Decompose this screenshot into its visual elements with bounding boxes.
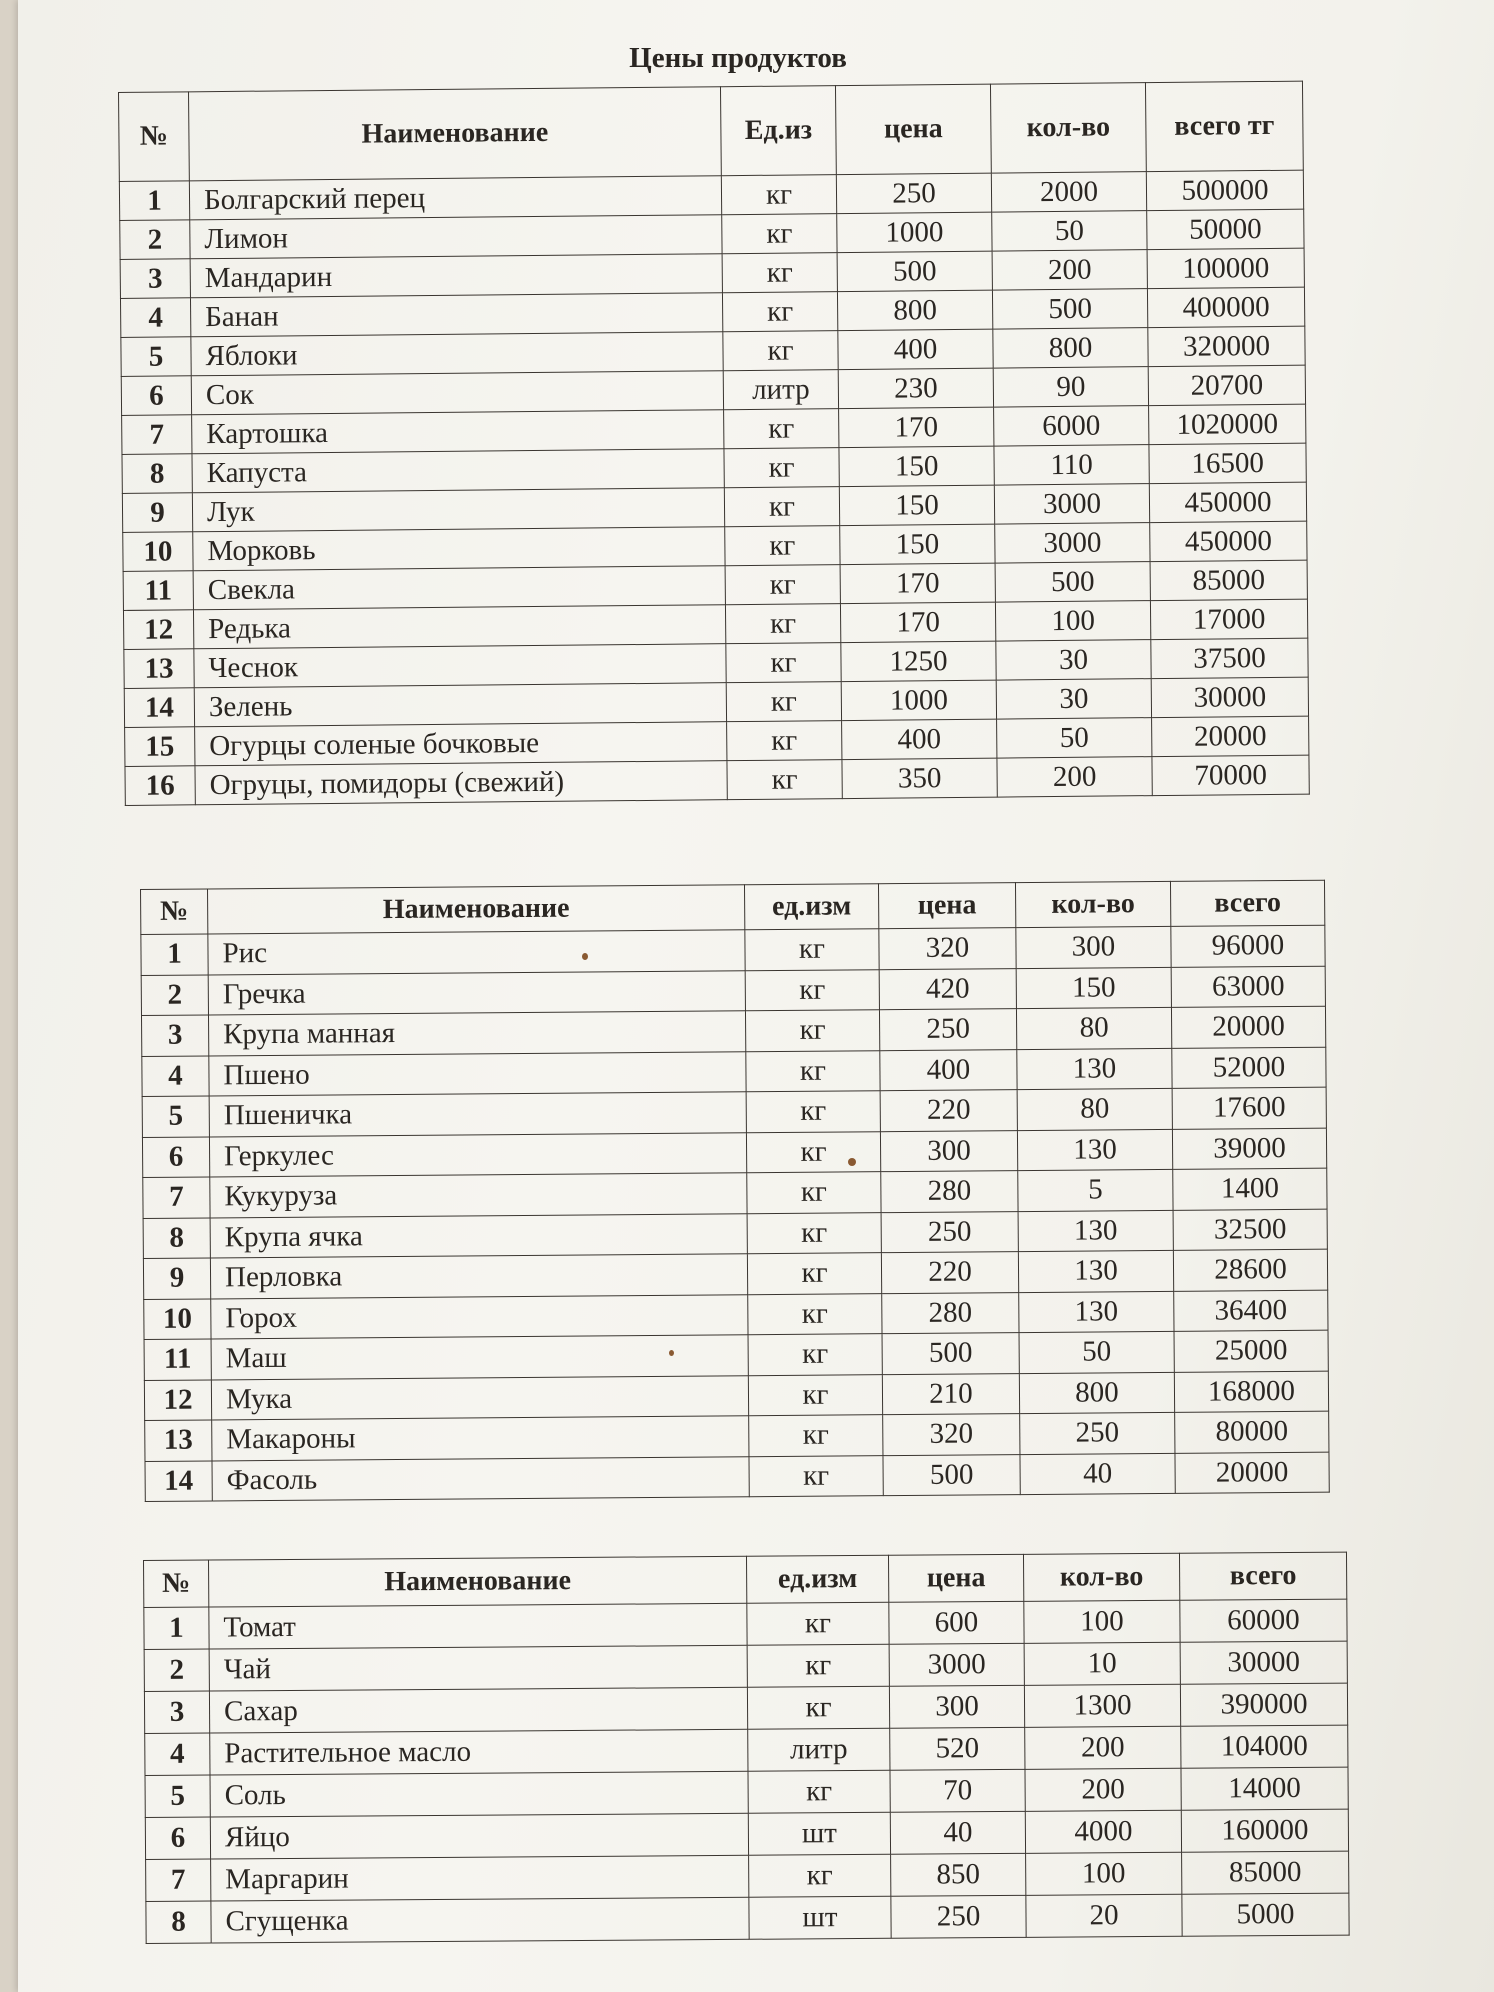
cell-name: Капуста [192, 449, 724, 493]
cell-name: Лимон [190, 215, 722, 259]
cell-name: Картошка [192, 410, 724, 454]
cell-number: 7 [143, 1177, 210, 1218]
cell-number: 7 [146, 1859, 211, 1901]
cell-quantity: 30 [996, 640, 1151, 680]
cell-price: 170 [840, 563, 995, 603]
cell-number: 6 [142, 1136, 209, 1177]
cell-unit: литр [723, 370, 838, 410]
cell-price: 320 [879, 928, 1016, 970]
cell-name: Перловка [210, 1254, 747, 1299]
cell-name: Болгарский перец [189, 176, 721, 220]
cell-number: 9 [122, 493, 192, 533]
cell-total: 30000 [1151, 677, 1308, 718]
cell-number: 1 [141, 934, 208, 975]
cell-quantity: 50 [992, 211, 1147, 251]
cell-number: 2 [141, 974, 208, 1015]
cell-total: 36400 [1174, 1290, 1328, 1332]
cell-unit: шт [748, 1812, 890, 1855]
cell-number: 4 [120, 298, 190, 338]
cell-unit: кг [724, 448, 839, 488]
cell-unit: кг [745, 929, 879, 971]
cell-unit: кг [727, 721, 842, 761]
cell-number: 14 [145, 1460, 212, 1501]
cell-total: 30000 [1180, 1641, 1347, 1684]
cell-name: Сгущенка [211, 1897, 749, 1943]
cell-unit: кг [747, 1253, 881, 1295]
cell-name: Горох [211, 1294, 748, 1339]
cell-unit: кг [747, 1644, 889, 1687]
header-quantity: кол-во [990, 83, 1146, 173]
cell-number: 3 [120, 259, 190, 299]
cell-total: 20000 [1171, 1006, 1325, 1048]
cell-number: 4 [145, 1733, 210, 1775]
cell-quantity: 50 [1019, 1331, 1174, 1373]
cell-price: 250 [881, 1211, 1018, 1253]
cell-quantity: 4000 [1025, 1810, 1181, 1853]
header-price: цена [835, 84, 991, 174]
cell-price: 150 [840, 524, 995, 564]
cell-number: 2 [120, 220, 190, 260]
cell-unit: кг [747, 1686, 889, 1729]
cell-quantity: 500 [995, 562, 1150, 602]
cell-quantity: 5 [1018, 1169, 1173, 1211]
cell-name: Рис [208, 930, 745, 975]
cell-quantity: 110 [994, 445, 1149, 485]
cell-price: 420 [879, 968, 1016, 1010]
cell-number: 6 [121, 376, 191, 416]
cell-unit: кг [748, 1334, 882, 1376]
cell-quantity: 90 [993, 367, 1148, 407]
cell-total: 17000 [1150, 599, 1307, 640]
cell-unit: кг [747, 1212, 881, 1254]
cell-unit: кг [746, 1091, 880, 1133]
cell-number: 1 [119, 181, 189, 221]
cell-number: 1 [144, 1607, 209, 1649]
cell-price: 850 [891, 1853, 1026, 1896]
cell-total: 14000 [1181, 1767, 1348, 1810]
page-title: Цены продуктов [629, 42, 847, 74]
cell-name: Свекла [193, 566, 725, 610]
cell-number: 8 [146, 1901, 211, 1943]
cell-quantity: 200 [997, 757, 1152, 797]
cell-quantity: 3000 [994, 484, 1149, 524]
cell-price: 300 [889, 1685, 1024, 1728]
cell-quantity: 20 [1026, 1894, 1182, 1937]
cell-number: 13 [145, 1420, 212, 1461]
cell-quantity: 100 [995, 601, 1150, 641]
cell-total: 5000 [1182, 1893, 1349, 1936]
cell-name: Зелень [194, 683, 726, 727]
cell-price: 250 [879, 1009, 1016, 1051]
groceries-table [143, 1552, 1350, 1944]
cell-price: 280 [881, 1171, 1018, 1213]
cell-price: 1250 [841, 641, 996, 681]
cell-number: 13 [124, 649, 194, 689]
cell-total: 20000 [1175, 1452, 1329, 1494]
cell-name: Геркулес [209, 1132, 746, 1177]
cell-price: 170 [839, 407, 994, 447]
cell-total: 28600 [1173, 1249, 1327, 1291]
cell-unit: кг [727, 760, 842, 800]
cell-unit: кг [747, 1172, 881, 1214]
header-unit: ед.изм [746, 1555, 888, 1603]
paper-stain [669, 1350, 674, 1356]
cell-quantity: 80 [1016, 1007, 1171, 1049]
cell-number: 8 [143, 1217, 210, 1258]
cell-price: 40 [890, 1811, 1025, 1854]
cell-total: 400000 [1147, 287, 1304, 328]
cell-price: 500 [837, 251, 992, 291]
cell-total: 100000 [1147, 248, 1304, 289]
cell-name: Яблоки [191, 332, 723, 376]
cell-unit: шт [749, 1896, 891, 1939]
cell-price: 1000 [841, 680, 996, 720]
cell-name: Банан [190, 293, 722, 337]
cell-number: 8 [122, 454, 192, 494]
cell-price: 250 [891, 1895, 1026, 1938]
cell-unit: кг [745, 1010, 879, 1052]
cell-number: 12 [123, 610, 193, 650]
cell-unit: кг [748, 1770, 890, 1813]
cell-name: Огурцы соленые бочковые [195, 722, 727, 766]
cell-unit: кг [726, 682, 841, 722]
cell-unit: кг [722, 214, 837, 254]
cell-price: 3000 [889, 1643, 1024, 1686]
cell-unit: кг [746, 1131, 880, 1173]
cell-price: 600 [889, 1601, 1024, 1644]
cell-name: Кукуруза [210, 1173, 747, 1218]
cell-quantity: 130 [1018, 1210, 1173, 1252]
cell-total: 37500 [1151, 638, 1308, 679]
cell-unit: кг [748, 1374, 882, 1416]
cell-unit: кг [747, 1602, 889, 1645]
header-name: Наименование [209, 1556, 747, 1607]
cell-number: 4 [142, 1055, 209, 1096]
cell-quantity: 300 [1016, 926, 1171, 968]
cell-total: 50000 [1147, 209, 1304, 250]
header-number: № [119, 92, 190, 182]
header-total: всего тг [1145, 81, 1303, 172]
cell-price: 400 [842, 719, 997, 759]
cell-name: Морковь [193, 527, 725, 571]
cell-unit: кг [724, 409, 839, 449]
cell-number: 2 [144, 1649, 209, 1691]
cell-total: 168000 [1174, 1371, 1328, 1413]
cell-unit: кг [749, 1455, 883, 1497]
cell-quantity: 800 [1019, 1372, 1174, 1414]
cell-number: 10 [144, 1298, 211, 1339]
cell-price: 400 [838, 329, 993, 369]
header-total: всего [1179, 1552, 1346, 1600]
cell-price: 500 [882, 1333, 1019, 1375]
cell-number: 11 [144, 1339, 211, 1380]
cell-price: 300 [880, 1130, 1017, 1172]
cell-price: 70 [890, 1769, 1025, 1812]
cell-unit: кг [749, 1415, 883, 1457]
cell-quantity: 130 [1017, 1048, 1172, 1090]
cell-quantity: 200 [1025, 1726, 1181, 1769]
cell-unit: кг [723, 331, 838, 371]
cell-total: 52000 [1172, 1047, 1326, 1089]
cell-name: Мука [211, 1375, 748, 1420]
cell-total: 85000 [1150, 560, 1307, 601]
cell-unit: кг [724, 487, 839, 527]
cell-quantity: 10 [1024, 1642, 1180, 1685]
cell-price: 800 [837, 290, 992, 330]
grains-table [140, 880, 1330, 1502]
cell-name: Крупа ячка [210, 1213, 747, 1258]
cell-quantity: 3000 [995, 523, 1150, 563]
cell-name: Маш [211, 1335, 748, 1380]
cell-number: 5 [142, 1096, 209, 1137]
cell-price: 150 [839, 485, 994, 525]
cell-number: 15 [125, 727, 195, 767]
cell-name: Яйцо [210, 1813, 748, 1859]
cell-name: Соль [210, 1771, 748, 1817]
cell-quantity: 6000 [994, 406, 1149, 446]
table-header-row [144, 1552, 1347, 1607]
cell-unit: кг [722, 292, 837, 332]
cell-name: Растительное масло [210, 1729, 748, 1775]
cell-quantity: 150 [1016, 967, 1171, 1009]
cell-total: 70000 [1152, 755, 1309, 796]
cell-unit: кг [722, 253, 837, 293]
cell-number: 6 [145, 1817, 210, 1859]
header-number: № [141, 889, 208, 935]
cell-name: Фасоль [212, 1456, 749, 1501]
cell-total: 80000 [1175, 1411, 1329, 1453]
cell-total: 39000 [1172, 1128, 1326, 1170]
cell-number: 11 [123, 571, 193, 611]
cell-unit: кг [746, 1050, 880, 1092]
cell-quantity: 1300 [1024, 1684, 1180, 1727]
cell-total: 450000 [1150, 521, 1307, 562]
cell-total: 96000 [1171, 925, 1325, 967]
cell-number: 7 [122, 415, 192, 455]
cell-number: 5 [121, 337, 191, 377]
cell-total: 63000 [1171, 966, 1325, 1008]
cell-unit: кг [725, 526, 840, 566]
header-price: цена [888, 1554, 1023, 1602]
cell-total: 16500 [1149, 443, 1306, 484]
cell-price: 170 [840, 602, 995, 642]
cell-quantity: 130 [1019, 1291, 1174, 1333]
cell-quantity: 130 [1018, 1250, 1173, 1292]
cell-quantity: 30 [996, 679, 1151, 719]
header-total: всего [1170, 880, 1324, 926]
cell-number: 10 [123, 532, 193, 572]
cell-unit: литр [748, 1728, 890, 1771]
cell-name: Лук [192, 488, 724, 532]
cell-unit: кг [745, 969, 879, 1011]
cell-name: Макароны [212, 1416, 749, 1461]
cell-price: 400 [880, 1049, 1017, 1091]
table-header-row [119, 81, 1304, 181]
cell-name: Пшеничка [209, 1092, 746, 1137]
cell-number: 3 [141, 1015, 208, 1056]
cell-price: 350 [842, 758, 997, 798]
header-unit: ед.изм [744, 884, 878, 930]
header-unit: Ед.из [720, 86, 836, 176]
cell-quantity: 100 [1026, 1852, 1182, 1895]
cell-total: 20700 [1148, 365, 1305, 406]
cell-total: 500000 [1146, 170, 1303, 211]
cell-total: 32500 [1173, 1209, 1327, 1251]
cell-quantity: 500 [992, 289, 1147, 329]
cell-total: 17600 [1172, 1087, 1326, 1129]
cell-quantity: 80 [1017, 1088, 1172, 1130]
cell-price: 320 [883, 1414, 1020, 1456]
cell-name: Маргарин [211, 1855, 749, 1901]
paper-stain [848, 1158, 856, 1166]
cell-price: 220 [880, 1090, 1017, 1132]
cell-total: 320000 [1148, 326, 1305, 367]
cell-name: Гречка [208, 970, 745, 1015]
cell-total: 1020000 [1149, 404, 1306, 445]
cell-name: Редька [193, 605, 725, 649]
cell-price: 520 [890, 1727, 1025, 1770]
header-name: Наименование [208, 885, 745, 934]
paper-stain [582, 953, 588, 960]
cell-unit: кг [726, 643, 841, 683]
cell-total: 60000 [1180, 1599, 1347, 1642]
cell-unit: кг [749, 1854, 891, 1897]
cell-price: 280 [882, 1292, 1019, 1334]
cell-price: 1000 [837, 212, 992, 252]
cell-total: 85000 [1182, 1851, 1349, 1894]
cell-quantity: 800 [993, 328, 1148, 368]
cell-name: Сок [191, 371, 723, 415]
cell-quantity: 2000 [991, 172, 1146, 212]
cell-price: 210 [882, 1373, 1019, 1415]
cell-number: 9 [143, 1258, 210, 1299]
cell-number: 12 [144, 1379, 211, 1420]
cell-number: 5 [145, 1775, 210, 1817]
cell-unit: кг [748, 1293, 882, 1335]
cell-total: 1400 [1173, 1168, 1327, 1210]
header-name: Наименование [189, 87, 722, 181]
cell-name: Огруцы, помидоры (свежий) [195, 761, 727, 805]
cell-quantity: 200 [992, 250, 1147, 290]
cell-price: 150 [839, 446, 994, 486]
cell-total: 390000 [1180, 1683, 1347, 1726]
cell-quantity: 250 [1020, 1412, 1175, 1454]
cell-name: Пшено [209, 1051, 746, 1096]
header-quantity: кол-во [1015, 881, 1170, 927]
table-row [146, 1893, 1349, 1943]
cell-price: 230 [838, 368, 993, 408]
cell-price: 500 [883, 1454, 1020, 1496]
cell-quantity: 50 [997, 718, 1152, 758]
header-price: цена [878, 883, 1015, 929]
cell-name: Томат [209, 1603, 747, 1649]
cell-name: Мандарин [190, 254, 722, 298]
cell-name: Чеснок [194, 644, 726, 688]
cell-price: 220 [881, 1252, 1018, 1294]
cell-total: 160000 [1181, 1809, 1348, 1852]
table-row [145, 1452, 1329, 1502]
cell-unit: кг [725, 565, 840, 605]
cell-price: 250 [836, 173, 991, 213]
cell-number: 16 [125, 766, 195, 806]
cell-name: Чай [209, 1645, 747, 1691]
header-quantity: кол-во [1023, 1553, 1179, 1601]
cell-number: 3 [144, 1691, 209, 1733]
cell-name: Сахар [209, 1687, 747, 1733]
cell-total: 20000 [1152, 716, 1309, 757]
cell-quantity: 130 [1017, 1129, 1172, 1171]
cell-total: 104000 [1181, 1725, 1348, 1768]
cell-name: Крупа манная [208, 1011, 745, 1056]
vegetables-fruits-table [118, 81, 1310, 806]
cell-unit: кг [721, 175, 836, 215]
cell-unit: кг [725, 604, 840, 644]
cell-total: 450000 [1149, 482, 1306, 523]
cell-quantity: 40 [1020, 1453, 1175, 1495]
header-number: № [144, 1560, 209, 1607]
cell-quantity: 100 [1024, 1600, 1180, 1643]
cell-number: 14 [124, 688, 194, 728]
cell-quantity: 200 [1025, 1768, 1181, 1811]
cell-total: 25000 [1174, 1330, 1328, 1372]
